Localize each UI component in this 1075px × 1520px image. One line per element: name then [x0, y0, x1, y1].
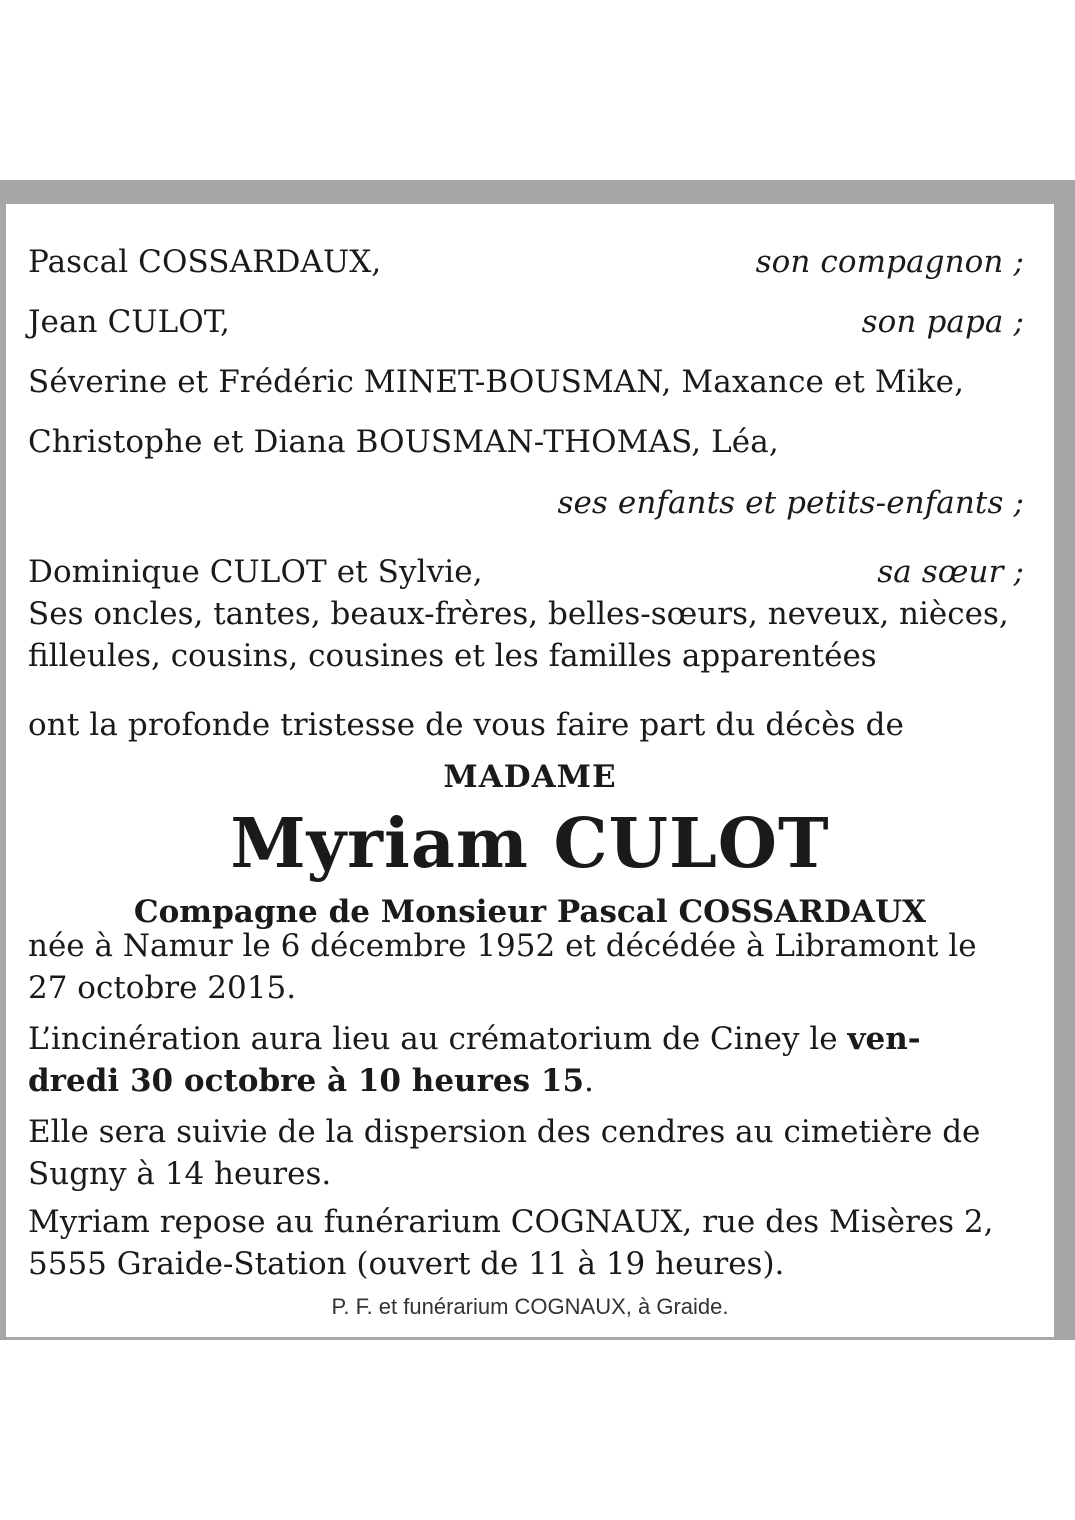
family-relation: son compagnon ;	[755, 244, 1024, 280]
repose-line: Myriam repose au funérarium COGNAUX, rue des Misères 2,	[28, 1204, 994, 1240]
cremation-line	[28, 1060, 1028, 1102]
dispersion-line: Sugny à 14 heures.	[28, 1156, 332, 1192]
birth-line: née à Namur le 6 décembre 1952 et décédée à Libramont le	[28, 928, 977, 964]
family-name: Jean CULOT,	[28, 304, 230, 340]
relatives-paragraph	[28, 593, 1028, 677]
cremation-date: dredi 30 octobre à 10 heures 15	[28, 1063, 585, 1099]
dispersion-line: Elle sera suivie de la dispersion des cendres au cimetière de	[28, 1114, 981, 1150]
family-relation: son papa ;	[861, 304, 1024, 340]
deceased-subtitle: Compagne de Monsieur Pascal COSSARDAUX	[133, 894, 927, 930]
children-relation: ses enfants et petits-enfants ;	[557, 485, 1024, 521]
sister-row	[28, 554, 1024, 590]
children-line-1: Séverine et Frédéric MINET-BOUSMAN, Maxance et Mike,	[28, 364, 965, 400]
repose-line: 5555 Graide-Station (ouvert de 11 à 19 heures).	[28, 1246, 785, 1282]
honorific-title: MADAME	[443, 759, 617, 795]
birth-death-paragraph	[28, 925, 1028, 1009]
family-name: Pascal COSSARDAUX,	[28, 244, 382, 280]
funeral-home-footer: P. F. et funérarium COGNAUX, à Graide.	[331, 1294, 729, 1319]
deceased-name: Myriam CULOT	[230, 804, 830, 884]
cremation-paragraph	[28, 1018, 1028, 1102]
cremation-end: .	[584, 1063, 594, 1099]
birth-line: 27 octobre 2015.	[28, 970, 297, 1006]
dispersion-paragraph	[28, 1111, 1028, 1195]
cremation-text: L’incinération aura lieu au crématorium de Ciney le	[28, 1021, 848, 1057]
notice-frame	[0, 180, 1075, 1340]
children-line-2: Christophe et Diana BOUSMAN-THOMAS, Léa,	[28, 424, 779, 460]
announcement: ont la profonde tristesse de vous faire part du décès de	[28, 707, 904, 743]
cremation-line	[28, 1018, 1028, 1060]
repose-paragraph	[28, 1201, 1028, 1285]
relatives-line: Ses oncles, tantes, beaux-frères, belles-sœurs, neveux, nièces,	[28, 596, 1009, 632]
family-row-father	[28, 304, 1024, 340]
sister-name: Dominique CULOT et Sylvie,	[28, 554, 483, 590]
family-row-companion	[28, 244, 1024, 280]
obituary-notice	[6, 204, 1054, 1337]
sister-relation: sa sœur ;	[877, 554, 1024, 590]
cremation-date-start: ven-	[847, 1021, 921, 1057]
relatives-line: filleules, cousins, cousines et les familles apparentées	[28, 638, 877, 674]
